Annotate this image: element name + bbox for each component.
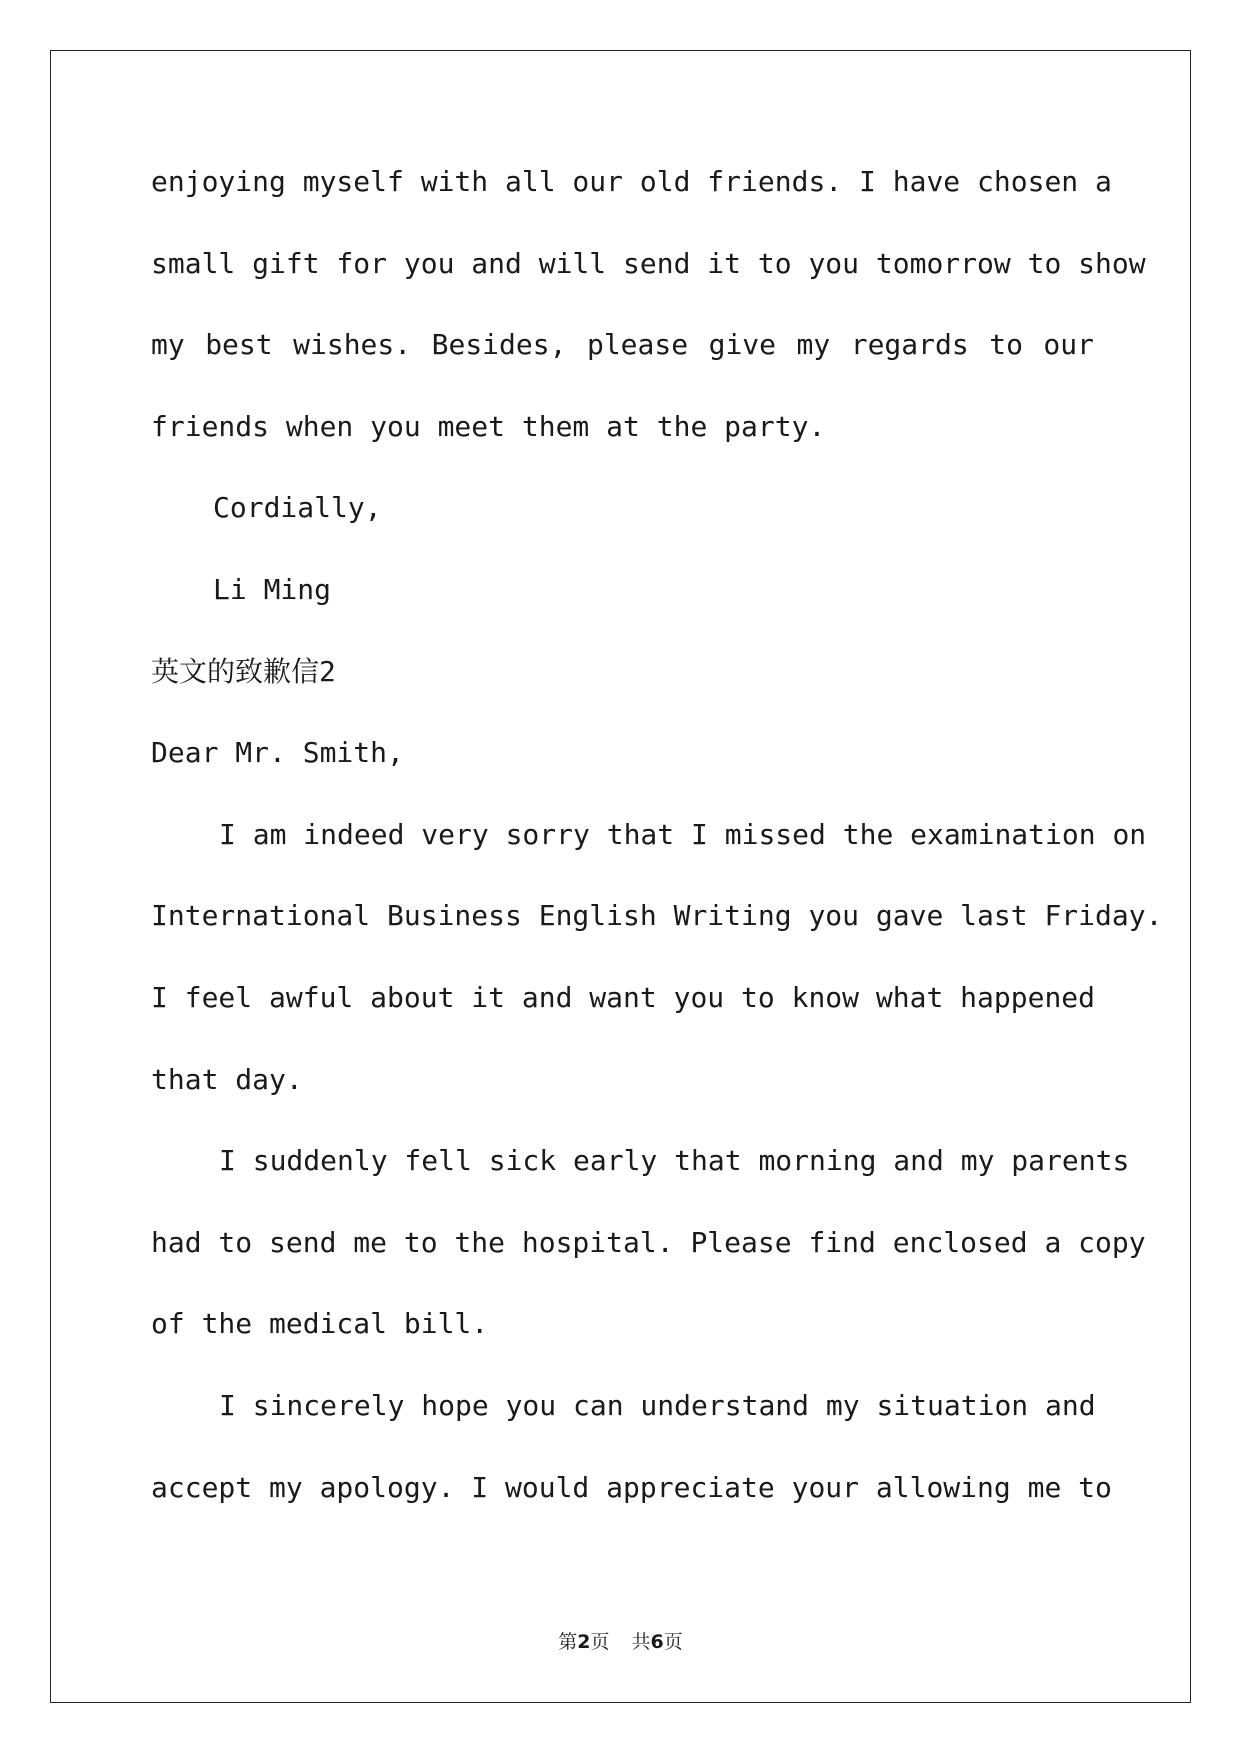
text-line: accept my apology. I would appreciate your allowing me to <box>151 1470 1112 1504</box>
text-line: I feel awful about it and want you to know what happened <box>151 980 1096 1014</box>
document-body <box>151 162 1163 1549</box>
text-line: I suddenly fell sick early that morning and my parents <box>219 1144 1130 1178</box>
page-number: 2 <box>577 1631 591 1653</box>
page-suffix: 页 <box>590 1631 610 1653</box>
text-line: of the medical bill. <box>151 1307 489 1341</box>
page-prefix: 第 <box>558 1631 578 1653</box>
text-line: that day. <box>151 1062 303 1096</box>
total-pages: 6 <box>650 1631 664 1653</box>
text-line: friends when you meet them at the party. <box>151 409 826 443</box>
text-line: had to send me to the hospital. Please find enclosed a copy <box>151 1225 1146 1259</box>
text-line: International Business English Writing you gave last Friday. <box>151 899 1163 933</box>
salutation: Dear Mr. Smith, <box>151 736 404 770</box>
total-suffix: 页 <box>663 1631 683 1653</box>
section-heading: 英文的致歉信2 <box>151 654 336 688</box>
signature-name: Li Ming <box>213 572 332 606</box>
total-prefix: 共 <box>631 1631 651 1653</box>
text-line: small gift for you and will send it to you tomorrow to show <box>151 246 1146 280</box>
text-line: enjoying myself with all our old friends. I have chosen a <box>151 165 1112 198</box>
text-line: I sincerely hope you can understand my situation and <box>219 1388 1096 1422</box>
page-footer <box>0 1630 1241 1654</box>
text-line: I am indeed very sorry that I missed the examination on <box>219 817 1147 851</box>
text-line: my best wishes. Besides, please give my regards to our <box>151 328 1094 362</box>
closing-line: Cordially, <box>213 491 382 525</box>
